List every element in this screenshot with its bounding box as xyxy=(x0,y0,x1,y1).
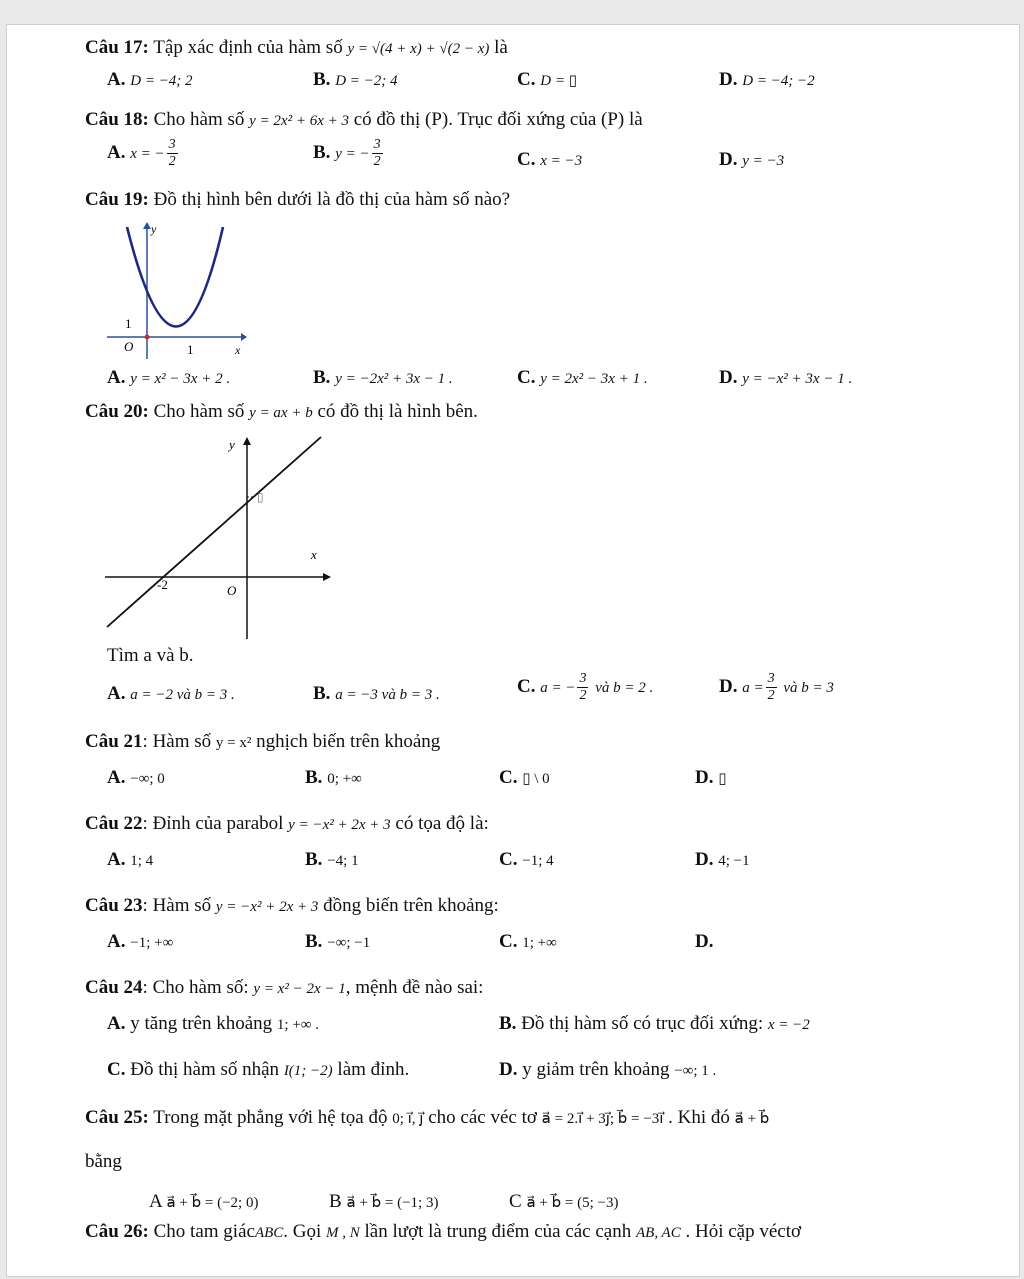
q20-find: Tìm a và b. xyxy=(107,645,194,666)
q21-tail: nghịch biến trên khoảng xyxy=(256,731,441,752)
q26-stem xyxy=(85,1221,801,1243)
q20-line-graph xyxy=(105,433,335,643)
q25-vectors: a⃗ = 2.i⃗ + 3j⃗; b⃗ = −3i⃗ xyxy=(541,1111,664,1127)
q18-tail: có đồ thị (P). Trục đối xứng của (P) là xyxy=(353,109,643,130)
q22-option-b: B. −4; 1 xyxy=(305,849,359,870)
q19-y-arrow xyxy=(143,222,151,229)
q26-text: Cho tam giác xyxy=(153,1221,255,1242)
q20-y-arrow xyxy=(243,437,251,445)
q22-stem xyxy=(85,813,489,835)
q23-number: Câu 23 xyxy=(85,895,143,916)
q19-x-label: x xyxy=(235,343,241,357)
q18-text: Cho hàm số xyxy=(153,109,245,130)
q20-option-a: A. a = −2 và b = 3 . xyxy=(107,683,235,704)
q19-point xyxy=(145,335,150,340)
document-page xyxy=(6,24,1020,1277)
q20-x-label: x xyxy=(311,547,317,562)
q19-option-d: D. y = −x² + 3x − 1 . xyxy=(719,367,853,388)
q21-option-a: A. −∞; 0 xyxy=(107,767,165,788)
q25-continuation: bằng xyxy=(85,1151,122,1172)
q26-text-3: lần lượt là trung điểm của các cạnh xyxy=(364,1221,632,1242)
q23-option-c: C. 1; +∞ xyxy=(499,931,557,952)
q24-stem xyxy=(85,977,483,999)
q17-function: y = √(4 + x) + √(2 − x) xyxy=(347,41,490,57)
q23-stem xyxy=(85,895,499,917)
q25-tail: . Khi đó xyxy=(668,1107,730,1128)
q20-origin-label: O xyxy=(227,583,237,598)
q21-text: : Hàm số xyxy=(142,731,212,752)
q17-text: Tập xác định của hàm số xyxy=(153,37,343,58)
q21-option-b: B. 0; +∞ xyxy=(305,767,362,788)
q19-one-y-label: 1 xyxy=(125,316,132,331)
q25-coordinate-system: 0; i⃗, j⃗ xyxy=(392,1111,424,1127)
q18-option-b: B. y = − $\frac{3}{2}$ xyxy=(313,137,381,169)
q17-option-b: B. D = −2; 4 xyxy=(313,69,398,90)
q21-function: y = x² xyxy=(215,735,252,751)
q19-origin-label: O xyxy=(124,339,134,354)
q20-function: y = ax + b xyxy=(249,405,313,421)
q20-option-b: B. a = −3 và b = 3 . xyxy=(313,683,440,704)
q23-option-d: D. xyxy=(695,931,714,952)
q18-option-d: D. y = −3 xyxy=(719,149,785,170)
q26-text-2: . Gọi xyxy=(283,1221,322,1242)
q22-number: Câu 22 xyxy=(85,813,143,834)
q17-number: Câu 17: xyxy=(85,37,149,58)
q21-option-c: C. ▯ \ 0 xyxy=(499,767,550,788)
q26-number: Câu 26: xyxy=(85,1221,149,1242)
q20-minus-two-label: -2 xyxy=(157,577,168,592)
q20-box-glyph: ▯ xyxy=(257,490,264,504)
q21-number: Câu 21 xyxy=(85,731,143,752)
q22-option-c: C. −1; 4 xyxy=(499,849,554,870)
q19-option-b: B. y = −2x² + 3x − 1 . xyxy=(313,367,453,388)
q20-text: Cho hàm số xyxy=(153,401,245,422)
q22-option-a: A. 1; 4 xyxy=(107,849,154,870)
q18-function: y = 2x² + 6x + 3 xyxy=(249,113,349,129)
q20-number: Câu 20: xyxy=(85,401,149,422)
q18-stem xyxy=(85,109,643,131)
q19-stem xyxy=(85,189,510,211)
q25-sum: a⃗ + b⃗ xyxy=(734,1111,770,1127)
q24-function: y = x² − 2x − 1 xyxy=(253,981,346,997)
q20-stem xyxy=(85,401,478,423)
q18-option-c: C. x = −3 xyxy=(517,149,583,170)
q24-option-a: A. y tăng trên khoảng 1; +∞ . xyxy=(107,1013,319,1034)
q26-sides: AB, AC xyxy=(636,1225,681,1241)
q19-option-c: C. y = 2x² − 3x + 1 . xyxy=(517,367,648,388)
q24-option-c: C. Đồ thị hàm số nhận I(1; −2) làm đỉnh. xyxy=(107,1059,410,1080)
q18-number: Câu 18: xyxy=(85,109,149,130)
q20-option-c: C. a = − $\frac{3}{2}$ và b = 2 . xyxy=(517,671,654,703)
q25-option-a: A a⃗ + b⃗ = (−2; 0) xyxy=(149,1191,259,1212)
q21-stem xyxy=(85,731,440,753)
q19-text: Đồ thị hình bên dưới là đồ thị của hàm số nào? xyxy=(153,189,511,210)
q25-option-c: C a⃗ + b⃗ = (5; −3) xyxy=(509,1191,619,1212)
q19-option-a: A. y = x² − 3x + 2 . xyxy=(107,367,231,388)
q17-tail: là xyxy=(494,37,508,58)
q17-stem xyxy=(85,37,508,59)
q24-text: : Cho hàm số: xyxy=(142,977,249,998)
q19-x-arrow xyxy=(241,333,247,341)
q25-mid: cho các véc tơ xyxy=(428,1107,537,1128)
q23-option-a: A. −1; +∞ xyxy=(107,931,174,952)
q22-tail: có tọa độ là: xyxy=(395,813,489,834)
q20-x-arrow xyxy=(323,573,331,581)
q17-option-d: D. D = −4; −2 xyxy=(719,69,815,90)
q23-function: y = −x² + 2x + 3 xyxy=(215,899,319,915)
q24-number: Câu 24 xyxy=(85,977,143,998)
q20-option-d: D. a = $\frac{3}{2}$ và b = 3 xyxy=(719,671,834,703)
q25-stem xyxy=(85,1107,769,1129)
q25-number: Câu 25: xyxy=(85,1107,149,1128)
q19-parabola-graph xyxy=(107,221,247,361)
q26-points: M , N xyxy=(326,1225,360,1241)
q18-option-a: A. x = − $\frac{3}{2}$ xyxy=(107,137,176,169)
q19-number: Câu 19: xyxy=(85,189,149,210)
q26-triangle: ABC xyxy=(254,1225,284,1241)
q19-one-x-label: 1 xyxy=(187,342,194,357)
q20-y-label: y xyxy=(229,437,235,452)
q22-option-d: D. 4; −1 xyxy=(695,849,750,870)
q24-option-d: D. y giảm trên khoảng −∞; 1 . xyxy=(499,1059,717,1080)
q24-option-b: B. Đồ thị hàm số có trục đối xứng: x = −2 xyxy=(499,1013,810,1034)
q17-option-a: A. D = −4; 2 xyxy=(107,69,193,90)
q25-text: Trong mặt phẳng với hệ tọa độ xyxy=(153,1107,388,1128)
q22-text: : Đỉnh của parabol xyxy=(142,813,284,834)
q24-tail: , mệnh đề nào sai: xyxy=(345,977,484,998)
q17-option-c: C. D = ▯ xyxy=(517,69,577,90)
q20-tail: có đồ thị là hình bên. xyxy=(317,401,478,422)
q19-parabola-curve xyxy=(127,227,223,327)
q23-tail: đồng biến trên khoảng: xyxy=(323,895,499,916)
q25-option-b: B a⃗ + b⃗ = (−1; 3) xyxy=(329,1191,439,1212)
q22-function: y = −x² + 2x + 3 xyxy=(288,817,391,833)
q19-y-label: y xyxy=(151,222,157,236)
q21-option-d: D. ▯ xyxy=(695,767,727,788)
q26-text-4: . Hỏi cặp véctơ xyxy=(685,1221,802,1242)
q23-text: : Hàm số xyxy=(142,895,212,916)
q23-option-b: B. −∞; −1 xyxy=(305,931,371,952)
q20-function-line xyxy=(107,437,321,627)
